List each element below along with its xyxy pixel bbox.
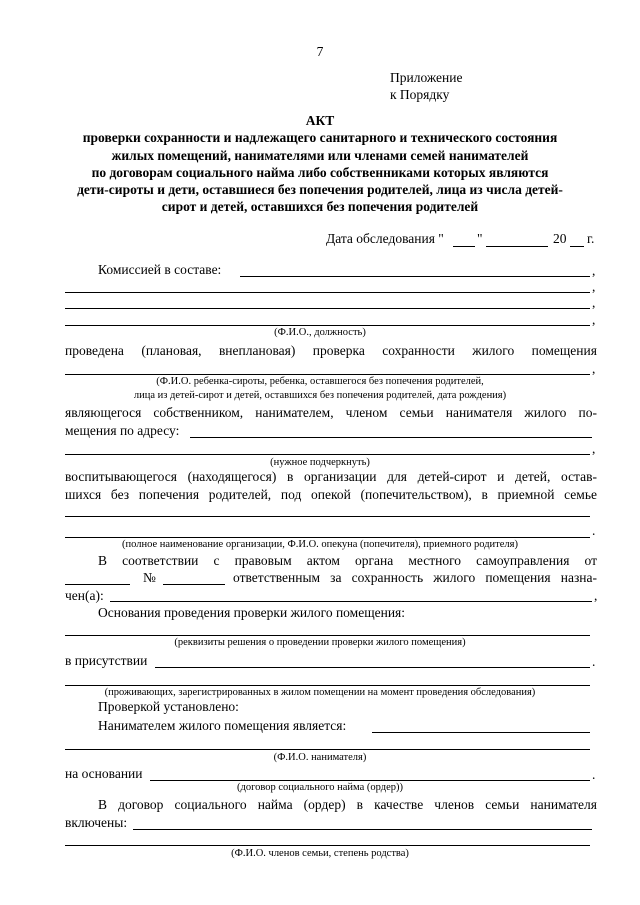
- commission-field-2[interactable]: [65, 292, 590, 293]
- basis-field[interactable]: [150, 780, 590, 781]
- child-caption-1: (Ф.И.О. ребенка-сироты, ребенка, оставшегося без попечения родителей,: [156, 376, 484, 387]
- title-act: АКТ: [305, 113, 335, 128]
- grounds-label: Основания проведения проверки жилого помещения:: [98, 605, 405, 620]
- grounds-field[interactable]: [65, 635, 590, 636]
- inspection-word: жилого: [472, 343, 515, 358]
- child-caption-2: лица из детей-сирот и детей, оставшихся без попечения родителей, дата рождения): [133, 390, 507, 401]
- upbringing-dot: .: [592, 523, 596, 538]
- commission-field-3[interactable]: [65, 308, 590, 309]
- child-name-field[interactable]: [65, 374, 590, 375]
- family-line-1: В договор социального найма (ордер) в качестве членов семьи нанимателя: [98, 797, 597, 812]
- presence-label: в присутствии: [65, 653, 148, 668]
- responsible-comma: ,: [594, 588, 598, 603]
- upbringing-line-1: воспитывающегося (находящегося) в организации для детей-сирот и детей, остав-: [65, 469, 597, 484]
- inspection-word: помещения: [531, 343, 597, 358]
- date-year-suffix: г.: [587, 231, 595, 246]
- appendix-line-1: Приложение: [390, 70, 463, 85]
- tenant-field-2[interactable]: [65, 749, 590, 750]
- date-day-field[interactable]: [453, 246, 475, 247]
- responsible-line-1: В соответствии с правовым актом органа местного самоуправления от: [98, 553, 597, 568]
- organization-field-1[interactable]: [65, 516, 590, 517]
- upbringing-line-2: шихся без попечения родителей, под опекой (попечительством), в приемной семье: [65, 487, 597, 502]
- date-year-field[interactable]: [570, 246, 584, 247]
- inspection-word: проверка: [312, 343, 365, 358]
- presence-field-1[interactable]: [155, 667, 590, 668]
- address-label: мещения по адресу:: [65, 423, 180, 438]
- commission-field-1[interactable]: [240, 276, 590, 277]
- commission-comma-3: ,: [592, 295, 596, 310]
- inspection-comma: ,: [592, 361, 596, 376]
- upbringing-caption: (полное наименование организации, Ф.И.О. опекуна (попечителя), приемного родителя): [122, 539, 518, 550]
- family-label: включены:: [65, 815, 128, 830]
- inspection-word: внеплановая): [218, 343, 296, 358]
- address-comma: ,: [592, 441, 596, 456]
- commission-caption: (Ф.И.О., должность): [274, 327, 366, 338]
- basis-caption: (договор социального найма (ордер)): [237, 782, 403, 793]
- inspection-line-1: [65, 343, 597, 359]
- tenant-caption: (Ф.И.О. нанимателя): [273, 752, 367, 763]
- responsible-line-2: ответственным за сохранность жилого помещения назна-: [233, 570, 597, 585]
- title-line-6: сирот и детей, оставшихся без попечения родителей: [161, 199, 479, 214]
- basis-dot: .: [592, 767, 596, 782]
- date-month-field[interactable]: [486, 246, 548, 247]
- title-line-4: по договорам социального найма либо собственниками которых являются: [91, 165, 549, 180]
- commission-field-4[interactable]: [65, 325, 590, 326]
- responsible-label: чен(а):: [65, 588, 104, 603]
- address-field-2[interactable]: [65, 454, 590, 455]
- commission-comma-1: ,: [592, 263, 596, 278]
- commission-label: Комиссией в составе:: [98, 262, 222, 277]
- tenant-field-1[interactable]: [372, 732, 590, 733]
- inspection-word: (плановая,: [141, 343, 202, 358]
- basis-label: на основании: [65, 766, 143, 781]
- appendix-line-2: к Порядку: [390, 87, 450, 102]
- page-number: 7: [316, 44, 324, 59]
- family-field-1[interactable]: [133, 829, 592, 830]
- ownership-caption: (нужное подчеркнуть): [270, 457, 370, 468]
- date-label: Дата обследования ": [326, 231, 444, 246]
- grounds-caption: (реквизиты решения о проведении проверки жилого помещения): [174, 637, 466, 648]
- responsible-field[interactable]: [110, 601, 592, 602]
- presence-dot: .: [592, 654, 596, 669]
- presence-caption: (проживающих, зарегистрированных в жилом помещении на момент проведения обследования): [104, 687, 536, 698]
- title-line-3: жилых помещений, нанимателями или членами семей нанимателей: [111, 148, 529, 163]
- family-field-2[interactable]: [65, 845, 590, 846]
- ownership-line-1: являющегося собственником, нанимателем, членом семьи нанимателя жилого по-: [65, 405, 597, 420]
- established-label: Проверкой установлено:: [98, 699, 239, 714]
- family-caption: (Ф.И.О. членов семьи, степень родства): [231, 848, 409, 859]
- presence-field-2[interactable]: [65, 685, 590, 686]
- title-line-5: дети-сироты и дети, оставшиеся без попечения родителей, лица из числа детей-: [77, 182, 563, 197]
- tenant-label: Нанимателем жилого помещения является:: [98, 718, 347, 733]
- date-year-prefix: 20: [553, 231, 567, 246]
- act-date-field[interactable]: [65, 584, 130, 585]
- act-number-sign: №: [143, 570, 156, 585]
- address-field-1[interactable]: [190, 437, 592, 438]
- act-number-field[interactable]: [163, 584, 225, 585]
- organization-field-2[interactable]: [65, 537, 590, 538]
- title-line-2: проверки сохранности и надлежащего санитарного и технического состояния: [82, 130, 558, 145]
- inspection-word: сохранности: [382, 343, 455, 358]
- commission-comma-4: ,: [592, 312, 596, 327]
- commission-comma-2: ,: [592, 279, 596, 294]
- inspection-word: проведена: [65, 343, 124, 358]
- date-quote-close: ": [477, 231, 483, 246]
